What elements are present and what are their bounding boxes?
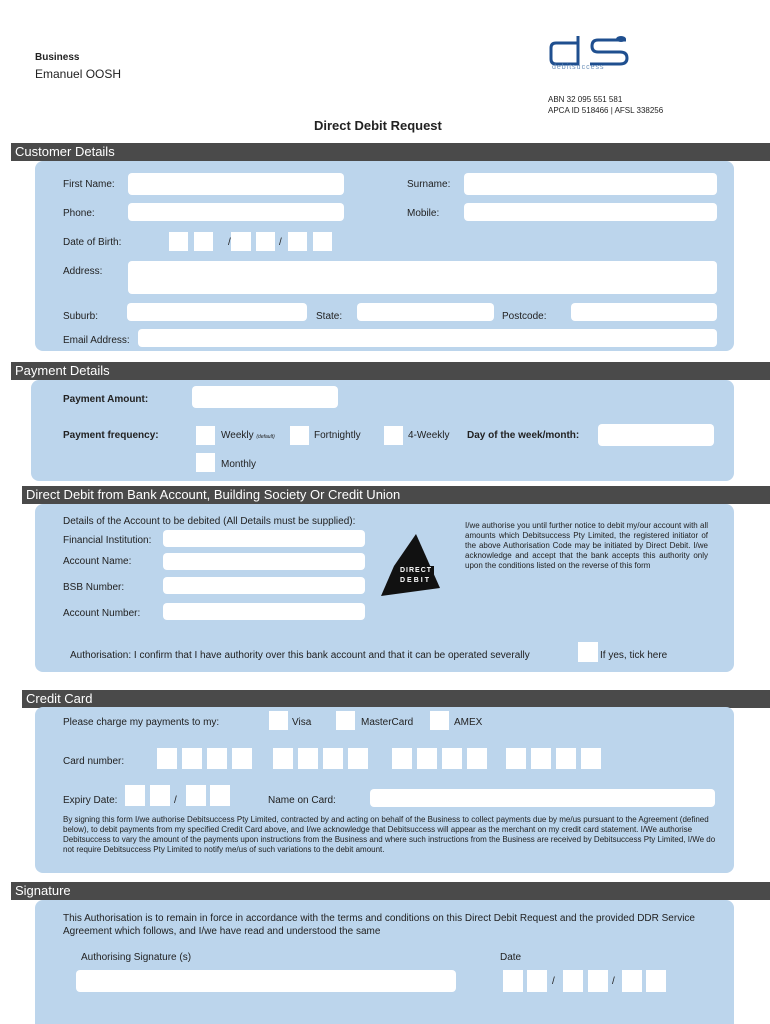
weekly-default-note: (default) bbox=[256, 434, 275, 440]
dob-label: Date of Birth: bbox=[63, 237, 122, 248]
dob-year-2[interactable] bbox=[313, 232, 332, 251]
card-digit-box[interactable] bbox=[392, 748, 412, 769]
account-number-field[interactable] bbox=[163, 603, 365, 620]
date-slash-1: / bbox=[552, 976, 555, 987]
dob-day-2[interactable] bbox=[194, 232, 213, 251]
account-number-label: Account Number: bbox=[63, 608, 141, 619]
phone-field[interactable] bbox=[128, 203, 344, 221]
address-label: Address: bbox=[63, 266, 103, 277]
weekly-checkbox[interactable] bbox=[196, 426, 215, 445]
suburb-label: Suburb: bbox=[63, 311, 99, 322]
card-digit-box[interactable] bbox=[556, 748, 576, 769]
phone-label: Phone: bbox=[63, 208, 95, 219]
business-name: Emanuel OOSH bbox=[35, 67, 122, 81]
date-year-1[interactable] bbox=[622, 970, 642, 992]
mastercard-checkbox[interactable] bbox=[336, 711, 355, 730]
expiry-year-1[interactable] bbox=[186, 785, 206, 806]
four-weekly-checkbox[interactable] bbox=[384, 426, 403, 445]
tick-here-label: If yes, tick here bbox=[600, 650, 668, 661]
direct-debit-logo bbox=[378, 532, 440, 598]
visa-label: Visa bbox=[292, 717, 312, 728]
card-digit-box[interactable] bbox=[442, 748, 462, 769]
card-digit-box[interactable] bbox=[207, 748, 227, 769]
postcode-field[interactable] bbox=[571, 303, 717, 321]
logo-subtext: debitsuccess bbox=[552, 64, 605, 71]
first-name-field[interactable] bbox=[128, 173, 344, 195]
page-title: Direct Debit Request bbox=[314, 118, 442, 133]
date-year-2[interactable] bbox=[646, 970, 666, 992]
signature-heading: Signature bbox=[11, 882, 770, 900]
card-digit-box[interactable] bbox=[323, 748, 343, 769]
monthly-label: Monthly bbox=[221, 459, 257, 470]
date-label: Date bbox=[500, 952, 522, 963]
date-month-1[interactable] bbox=[563, 970, 583, 992]
card-digit-box[interactable] bbox=[348, 748, 368, 769]
expiry-year-2[interactable] bbox=[210, 785, 230, 806]
authorisation-checkbox[interactable] bbox=[578, 642, 598, 662]
authorisation-text: Authorisation: I confirm that I have authority over this bank account and that it can be operated severally bbox=[70, 650, 530, 661]
bsb-label: BSB Number: bbox=[63, 582, 125, 593]
card-digit-box[interactable] bbox=[298, 748, 318, 769]
card-number-label: Card number: bbox=[63, 756, 125, 767]
amex-checkbox[interactable] bbox=[430, 711, 449, 730]
day-field[interactable] bbox=[598, 424, 714, 446]
signature-text: This Authorisation is to remain in force in accordance with the terms and conditions on this Direct Debit Request and the provided DDR Service Agreement which follows, and I/we have read and understood the same bbox=[63, 913, 695, 937]
institution-label: Financial Institution: bbox=[63, 535, 152, 546]
fortnightly-label: Fortnightly bbox=[314, 430, 361, 441]
customer-details-heading: Customer Details bbox=[11, 143, 770, 161]
expiry-month-2[interactable] bbox=[150, 785, 170, 806]
card-digit-box[interactable] bbox=[581, 748, 601, 769]
card-digit-box[interactable] bbox=[531, 748, 551, 769]
email-label: Email Address: bbox=[63, 335, 130, 346]
bsb-field[interactable] bbox=[163, 577, 365, 594]
credit-card-heading: Credit Card bbox=[22, 690, 770, 708]
card-digit-box[interactable] bbox=[417, 748, 437, 769]
fortnightly-checkbox[interactable] bbox=[290, 426, 309, 445]
name-on-card-label: Name on Card: bbox=[268, 795, 336, 806]
date-day-2[interactable] bbox=[527, 970, 547, 992]
bank-heading: Direct Debit from Bank Account, Building Society Or Credit Union bbox=[22, 486, 770, 504]
dob-day-1[interactable] bbox=[169, 232, 188, 251]
institution-field[interactable] bbox=[163, 530, 365, 547]
signature-field[interactable] bbox=[76, 970, 456, 992]
state-field[interactable] bbox=[357, 303, 494, 321]
surname-label: Surname: bbox=[407, 179, 451, 190]
postcode-label: Postcode: bbox=[502, 311, 547, 322]
dob-month-2[interactable] bbox=[256, 232, 275, 251]
dob-slash-2: / bbox=[279, 237, 282, 248]
bank-details-note: Details of the Account to be debited (All Details must be supplied): bbox=[63, 516, 356, 527]
expiry-slash: / bbox=[174, 795, 177, 806]
card-digit-box[interactable] bbox=[273, 748, 293, 769]
amex-label: AMEX bbox=[454, 717, 483, 728]
name-on-card-field[interactable] bbox=[370, 789, 715, 807]
direct-debit-logo-line2: DEBIT bbox=[400, 577, 431, 584]
card-digit-box[interactable] bbox=[157, 748, 177, 769]
expiry-label: Expiry Date: bbox=[63, 795, 118, 806]
apca-text: APCA ID 518466 | AFSL 338256 bbox=[548, 106, 664, 115]
mastercard-label: MasterCard bbox=[361, 717, 414, 728]
card-digit-box[interactable] bbox=[506, 748, 526, 769]
abn-text: ABN 32 095 551 581 bbox=[548, 95, 623, 104]
state-label: State: bbox=[316, 311, 343, 322]
payment-amount-label: Payment Amount: bbox=[63, 394, 149, 405]
date-month-2[interactable] bbox=[588, 970, 608, 992]
surname-field[interactable] bbox=[464, 173, 717, 195]
first-name-label: First Name: bbox=[63, 179, 115, 190]
weekly-text: Weekly bbox=[221, 430, 254, 441]
visa-checkbox[interactable] bbox=[269, 711, 288, 730]
suburb-field[interactable] bbox=[127, 303, 307, 321]
monthly-checkbox[interactable] bbox=[196, 453, 215, 472]
card-digit-box[interactable] bbox=[232, 748, 252, 769]
email-field[interactable] bbox=[138, 329, 717, 347]
day-label: Day of the week/month: bbox=[467, 430, 580, 441]
payment-amount-field[interactable] bbox=[192, 386, 338, 408]
charge-label: Please charge my payments to my: bbox=[63, 717, 220, 728]
card-digit-box[interactable] bbox=[467, 748, 487, 769]
weekly-label bbox=[221, 430, 275, 441]
dob-slash-1: / bbox=[228, 237, 231, 248]
bank-authorise-text: I/we authorise you until further notice to debit my/our account with all amounts which Debitsuccess Pty Limited, the registered initiator of the above Authorisation Code may be initiated by Direct Debit. I/we acknowledge and accept that the bank accepts this authority only upon the conditions listed on the reverse of this form bbox=[465, 521, 708, 570]
business-label: Business bbox=[35, 52, 80, 63]
dob-year-1[interactable] bbox=[288, 232, 307, 251]
date-slash-2: / bbox=[612, 976, 615, 987]
expiry-month-1[interactable] bbox=[125, 785, 145, 806]
mobile-field[interactable] bbox=[464, 203, 717, 221]
date-day-1[interactable] bbox=[503, 970, 523, 992]
four-weekly-label: 4-Weekly bbox=[408, 430, 450, 441]
dob-month-1[interactable] bbox=[231, 232, 251, 251]
account-name-label: Account Name: bbox=[63, 556, 132, 567]
account-name-field[interactable] bbox=[163, 553, 365, 570]
card-digit-box[interactable] bbox=[182, 748, 202, 769]
authorising-signature-label: Authorising Signature (s) bbox=[81, 952, 192, 963]
address-field[interactable] bbox=[128, 261, 717, 294]
mobile-label: Mobile: bbox=[407, 208, 440, 219]
direct-debit-logo-line1: DIRECT bbox=[400, 567, 433, 574]
payment-frequency-label: Payment frequency: bbox=[63, 430, 159, 441]
payment-details-heading: Payment Details bbox=[11, 362, 770, 380]
credit-card-terms: By signing this form I/we authorise Debitsuccess Pty Limited, contracted by and acting on behalf of the Business to collect payments due by me/us pursuant to the Agreement (defined below), to debit payments from my specified Credit Card above, and I/we acknowledge that Debitsuccess will appear as the merchant on my credit card statement. I/We authorise Debitsuccess to vary the amount of the payments upon instructions from the Business and where such instructions from the Business are received by Debitsuccess Pty Limited, I/We do not require Debitsuccess Pty Limited to notify me/us of such variations to the debit amount. bbox=[63, 815, 716, 854]
